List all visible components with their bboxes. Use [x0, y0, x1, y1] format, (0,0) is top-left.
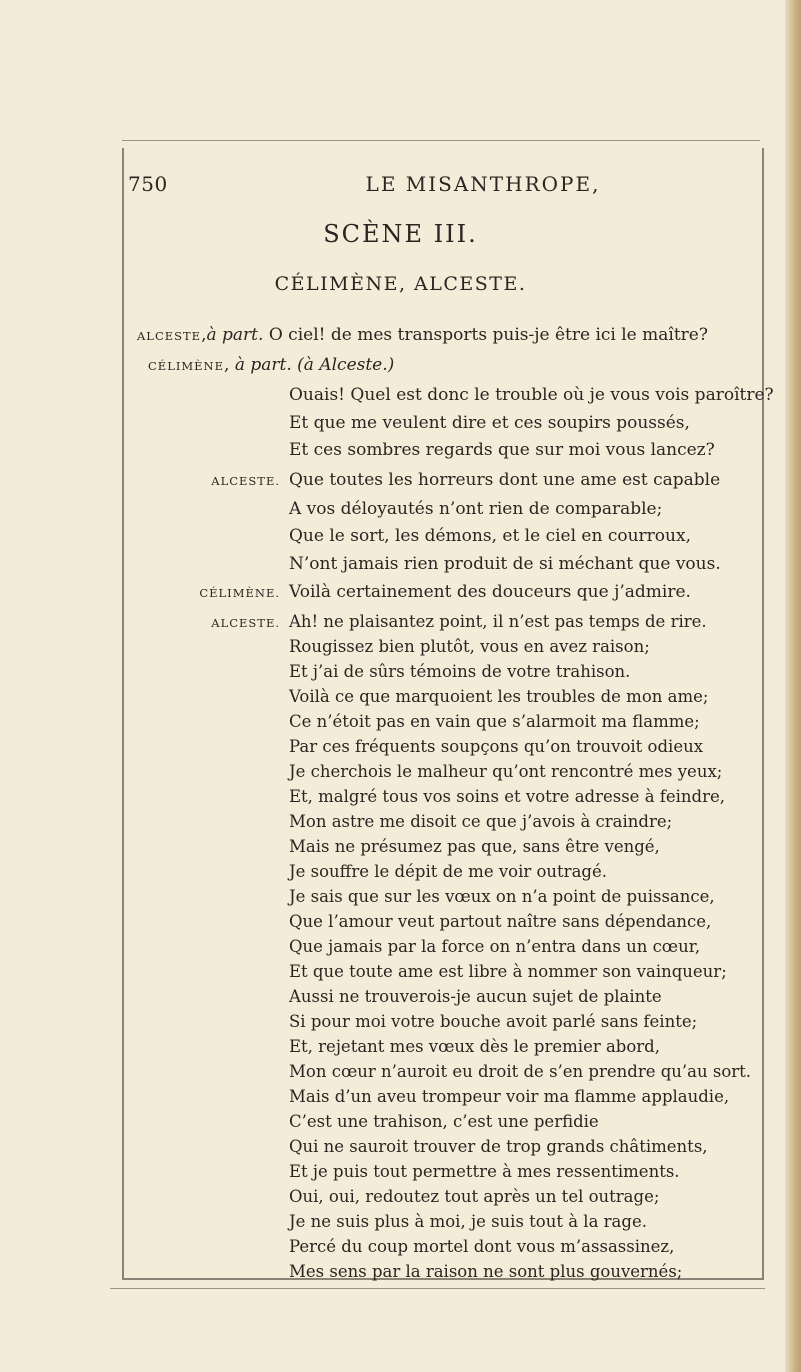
verse-line: Et que me veulent dire et ces soupirs poussés, — [289, 413, 690, 433]
verse-line: Que le sort, les démons, et le ciel en courroux, — [289, 526, 691, 546]
verse-line: Aussi ne trouverois-je aucun sujet de plainte — [289, 987, 662, 1006]
verse-line: Je cherchois le malheur qu’ont rencontré mes yeux; — [289, 762, 723, 781]
verse-line: Mais ne présumez pas que, sans être vengé, — [289, 837, 660, 856]
verse-line: A vos déloyautés n’ont rien de comparable; — [289, 499, 663, 519]
verse-line: Ouais! Quel est donc le trouble où je vous vois paroître? — [289, 385, 774, 405]
verse-line: Et que toute ame est libre à nommer son vainqueur; — [289, 962, 727, 981]
speaker-alceste: ALCESTE. — [211, 474, 280, 488]
verse-line: Ah! ne plaisantez point, il n’est pas temps de rire. — [289, 612, 707, 631]
verse-line: Si pour moi votre bouche avoit parlé sans feinte; — [289, 1012, 698, 1031]
verse-line: Mon astre me disoit ce que j’avois à craindre; — [289, 812, 673, 831]
page-edge — [785, 0, 801, 1372]
verse-line: C’est une trahison, c’est une perfidie — [289, 1112, 599, 1131]
verse-line: Je ne suis plus à moi, je suis tout à la rage. — [289, 1212, 647, 1231]
stage-direction: à part. — [206, 325, 264, 345]
verse-line: Et j’ai de sûrs témoins de votre trahison. — [289, 662, 631, 681]
verse-line: Mes sens par la raison ne sont plus gouvernés; — [289, 1262, 683, 1281]
verse-line: Qui ne sauroit trouver de trop grands châtiments, — [289, 1137, 708, 1156]
verse-line: Ce n’étoit pas en vain que s’alarmoit ma flamme; — [289, 712, 700, 731]
verse-line: Que jamais par la force on n’entra dans un cœur, — [289, 937, 701, 956]
stage-direction: à part. — [234, 355, 292, 375]
verse-line: Et je puis tout permettre à mes ressentiments. — [289, 1162, 680, 1181]
speech-line-celimene-aside: CÉLIMÈNE, à part. (à Alceste.) — [148, 355, 395, 375]
verse-line: Mais d’un aveu trompeur voir ma flamme applaudie, — [289, 1087, 730, 1106]
verse-line: Voilà certainement des douceurs que j’admire. — [289, 582, 691, 602]
verse-line: Que toutes les horreurs dont une ame est capable — [289, 470, 721, 490]
speech-block-alceste-1 — [140, 470, 288, 490]
verse-line: Je sais que sur les vœux on n’a point de puissance, — [289, 887, 715, 906]
speaker-celimene: CÉLIMÈNE. — [199, 586, 280, 600]
verse-line: Mon cœur n’auroit eu droit de s’en prendre qu’au sort. — [289, 1062, 752, 1081]
verse-line: Et ces sombres regards que sur moi vous lancez? — [289, 440, 715, 460]
running-head — [128, 172, 728, 202]
verse-line: Voilà ce que marquoient les troubles de mon ame; — [289, 687, 709, 706]
bottom-rule — [110, 1288, 765, 1289]
stage-direction: (à Alceste.) — [297, 355, 395, 375]
verse-line: O ciel! de mes transports puis-je être ici le maître? — [268, 325, 708, 345]
verse-line: Percé du coup mortel dont vous m’assassinez, — [289, 1237, 675, 1256]
verse-line: N’ont jamais rien produit de si méchant que vous. — [289, 554, 721, 574]
speech-block-celimene-2 — [140, 582, 288, 602]
verse-line: Et, rejetant mes vœux dès le premier abord, — [289, 1037, 660, 1056]
top-rule — [122, 140, 760, 141]
verse-line: Par ces fréquents soupçons qu’on trouvoit odieux — [289, 737, 704, 756]
speaker-celimene: CÉLIMÈNE — [148, 359, 225, 373]
speech-line-alceste-aside: ALCESTE,à part. O ciel! de mes transports puis-je être ici le maître? — [137, 325, 708, 345]
verse-line: Rougissez bien plutôt, vous en avez raison; — [289, 637, 650, 656]
page-number: 750 — [128, 172, 168, 196]
scene-characters: CÉLIMÈNE, ALCESTE. — [274, 273, 527, 295]
speaker-alceste: ALCESTE. — [211, 616, 280, 630]
speech-block-alceste-2 — [140, 612, 288, 632]
scene-heading: SCÈNE III. — [323, 220, 478, 248]
verse-line: Je souffre le dépit de me voir outragé. — [289, 862, 607, 881]
verse-line: Oui, oui, redoutez tout après un tel outrage; — [289, 1187, 660, 1206]
verse-line: Et, malgré tous vos soins et votre adresse à feindre, — [289, 787, 726, 806]
verse-line: Que l’amour veut partout naître sans dépendance, — [289, 912, 712, 931]
speaker-alceste: ALCESTE — [137, 329, 202, 343]
running-title: LE MISANTHROPE, — [365, 172, 601, 196]
